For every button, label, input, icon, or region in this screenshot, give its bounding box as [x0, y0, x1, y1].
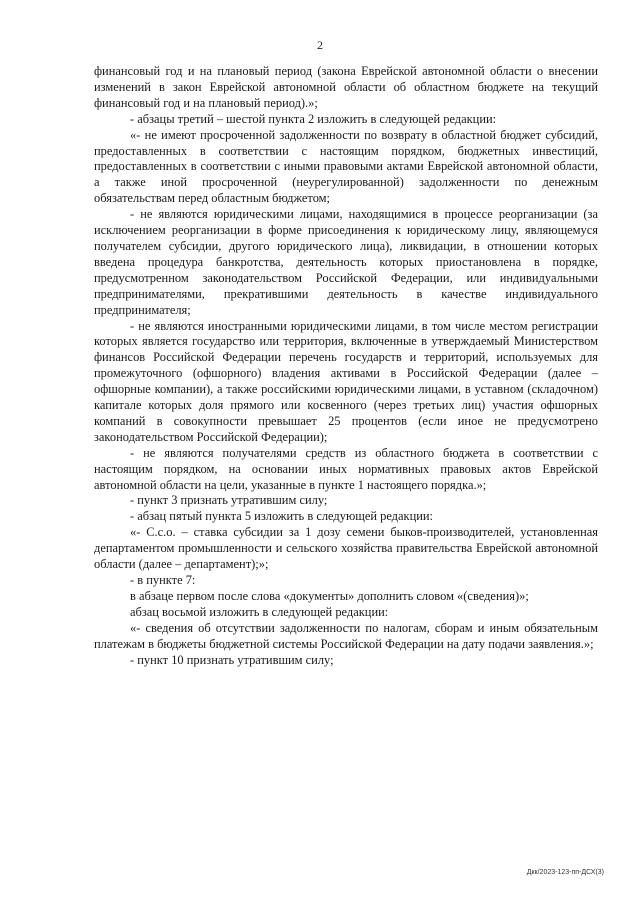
page-number: 2	[317, 38, 323, 52]
paragraph-p7: - в пункте 7:	[130, 573, 196, 587]
paragraph-not-foreign: - не являются иностранными юридическими лицами, в том числе местом регистрации которых является государство или территория, включенные в утверждаемый Министерством финансов Российской Федерации перечень государств и территорий, используемых для промежуточного (офшорного) владения активами в Российской Федерации (далее – офшорные компании), а также российскими юридическими лицами, в уставном (складочном) капитале которых доля прямого или косвенного (через третьих лиц) участия офшорных компаний в совокупности превышает 25 процентов (если иное не предусмотрено законодательством Российской Федерации);	[94, 318, 598, 444]
paragraph-p10-void: - пункт 10 признать утратившим силу;	[130, 652, 334, 667]
paragraph-tax-info: «- сведения об отсутствии задолженности по налогам, сборам и иным обязательным платежам в бюджеты бюджетной системы Российской Федерации на дату подачи заявления.»;	[94, 620, 598, 651]
paragraph-not-recipient: - не являются получателями средств из областного бюджета в соответствии с настоящим порядком, на основании иных нормативных правовых актов Еврейской автономной области на цели, указанные в пункте 1 настоящего порядка.»;	[94, 445, 598, 492]
paragraph-amendment-p2: - абзацы третий – шестой пункта 2 изложить в следующей редакции:	[130, 111, 497, 126]
paragraph-p5-amend: - абзац пятый пункта 5 изложить в следующей редакции:	[130, 509, 433, 524]
paragraph-p7-first: в абзаце первом после слова «документы» дополнить словом «(сведения)»;	[130, 588, 529, 603]
paragraph-continuation: финансовый год и на плановый период (закона Еврейской автономной области о внесении изменений в закон Еврейской автономной области об областном бюджете на текущий финансовый год и на плановый период).»;	[94, 64, 598, 110]
paragraph-subsidy-rate: «- С.с.о. – ставка субсидии за 1 дозу семени быков-производителей, установленная департаментом промышленности и сельского хозяйства правительства Еврейской автономной области (далее – департамент);»;	[94, 525, 598, 572]
paragraph-no-debt: «- не имеют просроченной задолженности по возврату в областной бюджет субсидий, предоставленных в соответствии с настоящим порядком, бюджетных инвестиций, предоставленных в соответствии с иными правовыми актами Еврейской автономной области, а также иной просроченной (неурегулированной) задолженности по денежным обязательствам перед областным бюджетом;	[94, 127, 598, 206]
paragraph-p3-void: - пункт 3 признать утратившим силу;	[130, 493, 328, 508]
document-body	[94, 64, 598, 668]
document-code: Дкк/2023-123-пп-ДСХ(3)	[526, 869, 604, 876]
paragraph-not-reorganizing: - не являются юридическими лицами, находящимися в процессе реорганизации (за исключением реорганизации в форме присоединения к юридическому лицу, являющемуся получателем субсидии, другого юридического лица), ликвидации, в отношении которых введена процедура банкротства, деятельность которых приостановлена в порядке, предусмотренном законодательством Российской Федерации, или индивидуальными предпринимателями, прекратившими деятельность в качестве индивидуального предпринимателя;	[94, 207, 598, 317]
paragraph-p7-eighth: абзац восьмой изложить в следующей редакции:	[130, 604, 389, 619]
